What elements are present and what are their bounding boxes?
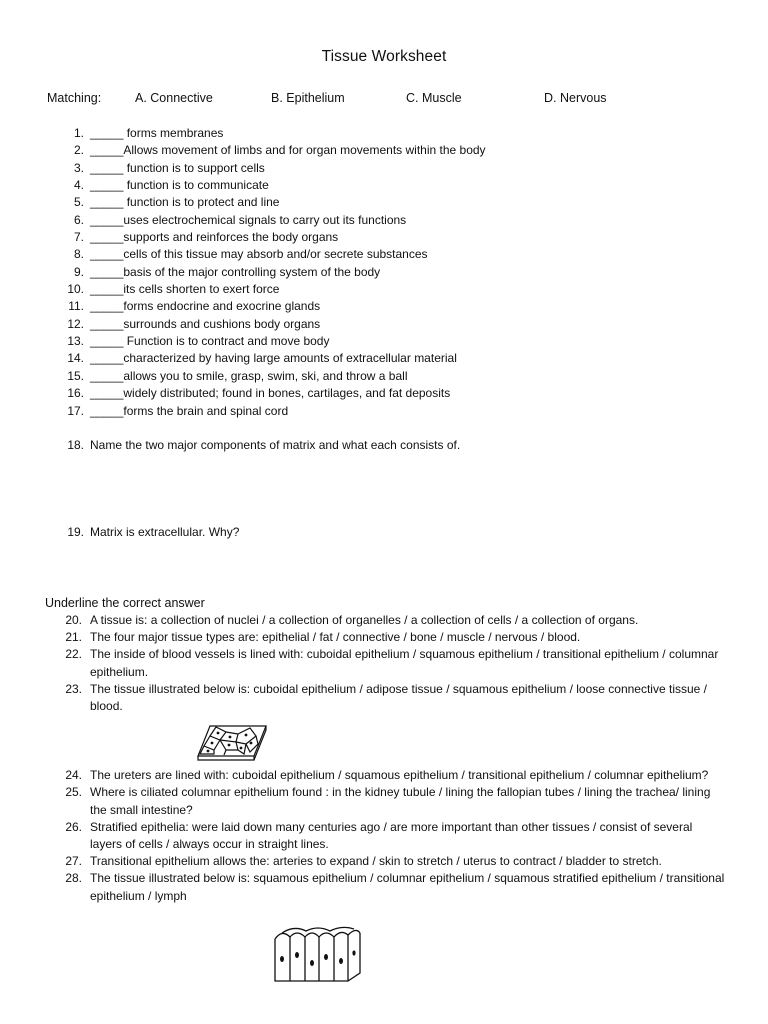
item-text: _____forms the brain and spinal cord [90, 403, 289, 418]
option-nervous: D. Nervous [544, 91, 607, 105]
item-text: _____its cells shorten to exert force [90, 282, 280, 297]
item-number: 21. [65, 630, 82, 645]
item-text: The ureters are lined with: cuboidal epithelium / squamous epithelium / transitional epithelium / columnar epithelium? [90, 768, 709, 783]
item-number: 20. [65, 613, 82, 627]
item-text: _____ function is to communicate [90, 178, 269, 193]
item-text: Stratified epithelia: were laid down many centuries ago / are more important than other tissues / consist of several layers of cells / always occur in straight lines. [90, 819, 693, 852]
list-item [67, 784, 727, 818]
item-number: 16. [67, 386, 84, 401]
item-text: The inside of blood vessels is lined with: cuboidal epithelium / squamous epithelium / transitional epithelium / columnar epithelium. [90, 647, 719, 679]
item-text: The tissue illustrated below is: squamous epithelium / columnar epithelium / squamous stratified epithelium / transitional epithelium / lymph [90, 871, 725, 903]
columnar-tissue-illustration [272, 925, 364, 985]
item-text: Transitional epithelium allows the: arteries to expand / skin to stretch / uterus to contract / bladder to stretch. [90, 854, 662, 869]
item-number: 24. [65, 768, 82, 783]
item-text: _____surrounds and cushions body organs [90, 316, 321, 331]
item-text: The tissue illustrated below is: cuboidal epithelium / adipose tissue / squamous epithelium / loose connective tissue / blood. [90, 681, 707, 714]
item-text: Name the two major components of matrix and what each consists of. [90, 438, 461, 452]
item-text: _____cells of this tissue may absorb and/or secrete substances [90, 247, 428, 262]
item-number: 17. [67, 403, 84, 418]
item-number: 28. [65, 871, 82, 886]
section-heading: Underline the correct answer [45, 596, 205, 610]
item-text: Matrix is extracellular. Why? [90, 525, 240, 539]
item-number: 5. [73, 195, 84, 210]
figure-spacer [67, 715, 727, 767]
item-number: 22. [65, 647, 82, 662]
item-text: _____Allows movement of limbs and for organ movements within the body [90, 143, 486, 158]
item-number: 6. [73, 212, 84, 227]
item-text: _____uses electrochemical signals to carry out its functions [90, 212, 407, 227]
list-item [67, 629, 727, 646]
item-number: 26. [65, 819, 82, 834]
item-text: _____basis of the major controlling system of the body [90, 264, 381, 279]
item-number: 14. [67, 351, 84, 366]
squamous-tissue-illustration [196, 722, 268, 764]
item-number: 9. [73, 264, 84, 279]
list-item [67, 612, 727, 629]
item-number: 7. [73, 230, 84, 245]
item-number: 10. [67, 282, 84, 297]
item-text: _____widely distributed; found in bones, cartilages, and fat deposits [90, 386, 451, 401]
item-number: 1. [73, 126, 84, 140]
item-number: 12. [67, 316, 84, 331]
item-number: 4. [73, 178, 84, 193]
option-connective: A. Connective [135, 91, 213, 105]
item-number: 13. [67, 334, 84, 349]
item-number: 2. [73, 143, 84, 158]
matching-legend [47, 91, 747, 109]
list-item [67, 870, 727, 904]
item-text: _____forms endocrine and exocrine glands [90, 299, 321, 314]
item-number: 15. [67, 368, 84, 383]
item-number: 3. [73, 160, 84, 175]
list-item [67, 819, 727, 853]
item-number: 11. [68, 299, 84, 314]
item-number: 25. [65, 785, 82, 800]
item-text: _____ forms membranes [90, 126, 224, 140]
item-text: _____ function is to protect and line [90, 195, 280, 210]
item-number: 27. [65, 854, 82, 869]
item-text: _____ function is to support cells [90, 160, 265, 175]
list-item [67, 681, 727, 715]
item-text: Where is ciliated columnar epithelium found : in the kidney tubule / lining the fallopian tubes / lining the trachea/ lining the small intestine? [90, 785, 711, 817]
item-number: 18. [67, 438, 84, 452]
underline-question-list [67, 612, 727, 905]
option-epithelium: B. Epithelium [271, 91, 345, 105]
item-text: _____ Function is to contract and move body [90, 334, 330, 349]
item-text: _____allows you to smile, grasp, swim, ski, and throw a ball [90, 368, 408, 383]
item-number: 8. [73, 247, 84, 262]
page-title: Tissue Worksheet [321, 48, 447, 65]
item-text: The four major tissue types are: epithelial / fat / connective / bone / muscle / nervous / blood. [90, 630, 581, 645]
matching-label: Matching: [47, 91, 102, 105]
item-text: _____characterized by having large amounts of extracellular material [90, 351, 457, 366]
item-text: _____supports and reinforces the body organs [90, 230, 339, 245]
option-muscle: C. Muscle [406, 91, 462, 105]
item-number: 19. [67, 525, 84, 539]
list-item [67, 646, 727, 680]
item-number: 23. [65, 681, 82, 696]
list-item [67, 853, 727, 870]
item-text: A tissue is: a collection of nuclei / a collection of organelles / a collection of cells / a collection of organs. [90, 613, 639, 627]
list-item [67, 767, 727, 784]
